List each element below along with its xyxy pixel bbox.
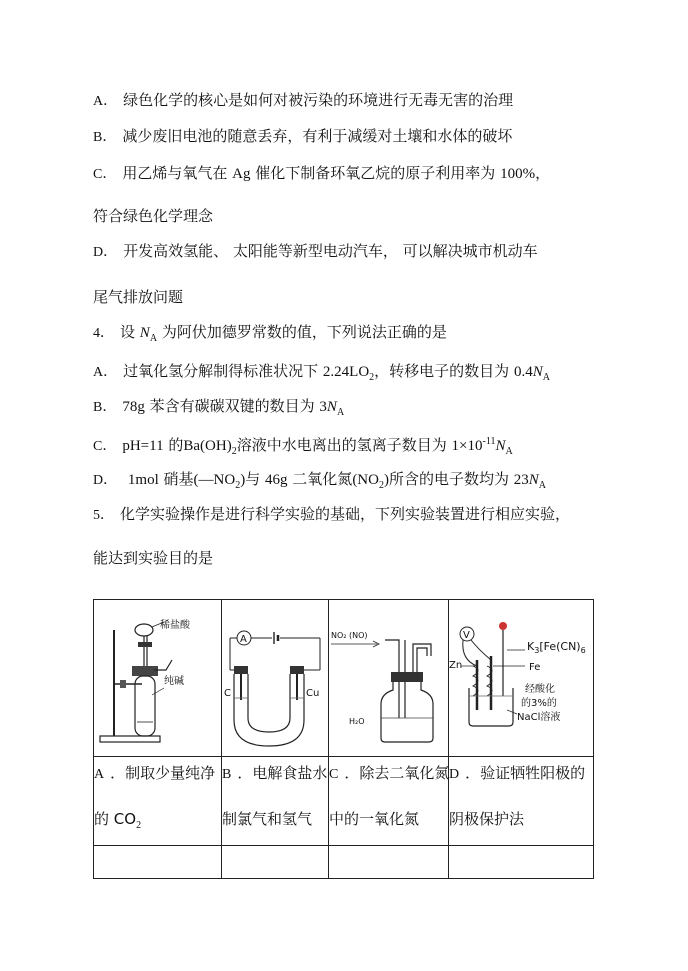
na-sub: A	[542, 372, 550, 383]
label-solution-3: NaCl溶液	[517, 712, 561, 723]
figure-c	[329, 600, 449, 757]
paren: )	[383, 472, 389, 488]
na-symbol: N	[495, 438, 506, 454]
option-letter: C	[329, 767, 339, 782]
q3-option-c-cont: 符合绿色化学理念	[93, 207, 214, 225]
caption-line1: 电解食盐水	[252, 764, 328, 782]
label-ferricyanide: $K_3[Fe(CN)_6$	[527, 640, 586, 655]
caption-line2: 制氯气和氢气	[222, 810, 313, 828]
option-letter: B．	[93, 400, 117, 415]
label-solution-2: 的3%的	[521, 698, 557, 709]
option-letter: A	[94, 767, 105, 782]
label-zn: Zn	[449, 660, 463, 671]
comma: ，	[535, 164, 551, 182]
paren: )	[240, 472, 246, 488]
volume-value: 2.24LO	[322, 364, 370, 380]
stem-post: 为阿伏加德罗常数的值，下列说法正确的是	[161, 323, 447, 341]
label-voltmeter: V	[463, 630, 470, 641]
label-soda: 纯碱	[164, 676, 184, 687]
q5-stem	[93, 504, 570, 526]
particle: 的	[168, 436, 184, 454]
subscript: 2	[136, 820, 142, 831]
option-text: 硝基	[163, 470, 194, 488]
na-sub: A	[336, 407, 345, 418]
figure-d	[449, 600, 594, 757]
na-sub: A	[505, 446, 513, 457]
q3-option-d-cont: 尾气排放问题	[93, 288, 184, 306]
option-text: 减少废旧电池的随意丢弃，有利于减缓对土壤和水体的破坏	[122, 127, 513, 145]
mol-value: 1mol	[127, 472, 159, 488]
question-number: 4．	[93, 326, 114, 341]
count-value: 1×10	[451, 438, 483, 454]
experiment-table	[93, 599, 594, 879]
empty-cell	[449, 846, 594, 879]
ph-value: pH=11	[122, 438, 164, 454]
na-sub: A	[149, 333, 158, 344]
subscript: 2	[235, 480, 241, 491]
co2-apparatus-diagram	[94, 600, 222, 756]
no2-formula: (NO	[352, 472, 379, 488]
mass-value: 46g	[265, 472, 288, 488]
option-text: 与	[245, 470, 261, 488]
q4-stem	[93, 322, 447, 349]
sacrificial-anode-diagram	[449, 600, 594, 756]
q3-option-d	[93, 241, 538, 263]
empty-cell	[222, 846, 329, 879]
label-dilute-hcl: 稀盐酸	[160, 620, 190, 631]
na-symbol: N	[532, 364, 543, 380]
figure-b	[222, 600, 329, 757]
caption-a: A ．制取少量纯净 的 $CO_2$	[94, 757, 222, 846]
subscript: 2	[378, 480, 384, 491]
empty-row	[94, 846, 594, 879]
caption-line1: 除去二氧化氮	[359, 764, 450, 782]
label-cu-electrode: Cu	[306, 688, 320, 699]
option-text: 苯含有碳碳双键的数目为	[149, 397, 315, 415]
option-text-mid: 催化下制备环氧乙烷的原子利用率为	[255, 164, 496, 182]
label-c-electrode: C	[224, 688, 231, 699]
option-letter: B	[222, 767, 232, 782]
na-symbol: N	[139, 325, 150, 341]
caption-c: C ．除去二氧化氮 中的一氧化氮	[329, 757, 449, 846]
figure-a	[94, 600, 222, 757]
label-ammeter: A	[240, 634, 247, 645]
empty-cell	[94, 846, 222, 879]
option-letter: B．	[93, 130, 117, 145]
mass-value: 78g	[122, 399, 145, 415]
option-letter: D	[449, 767, 460, 782]
option-text: 开发高效氢能、 太阳能等新型电动汽车， 可以解决城市机动车	[123, 242, 538, 260]
option-text: 过氧化氢分解制得标准状况下	[123, 362, 319, 380]
percent-value: 100%	[500, 166, 536, 182]
q3-option-a	[93, 90, 513, 112]
electrolysis-diagram	[222, 600, 329, 756]
option-text: 溶液中水电离出的氢离子数目为	[236, 436, 447, 454]
gas-wash-bottle-diagram	[329, 600, 449, 756]
option-text: 绿色化学的核心是如何对被污染的环境进行无毒无害的治理	[123, 91, 514, 109]
subscript: 2	[231, 446, 237, 457]
option-letter: C．	[93, 167, 117, 182]
option-text-mid: ，转移电子的数目为	[374, 362, 510, 380]
caption-d: D ．验证牺牲阳极的 阴极保护法	[449, 757, 594, 846]
caption-line2: 的 CO	[94, 810, 137, 828]
caption-b: B ．电解食盐水 制氯气和氢气	[222, 757, 329, 846]
count-value: 0.4	[513, 364, 533, 380]
option-text: 所含的电子数均为	[388, 470, 509, 488]
label-fe: Fe	[529, 662, 541, 673]
q4-option-a	[93, 361, 550, 388]
catalyst-ag: Ag	[232, 166, 251, 182]
question-number: 5．	[93, 508, 114, 523]
caption-row	[94, 757, 594, 846]
stem-pre: 设	[120, 323, 136, 341]
caption-line1: 验证牺牲阳极的	[480, 764, 586, 782]
empty-cell	[329, 846, 449, 879]
option-letter: A．	[93, 365, 118, 380]
option-letter: A．	[93, 94, 118, 109]
caption-line2: 阴极保护法	[449, 810, 525, 828]
option-letter: C．	[93, 439, 117, 454]
label-solution-1: 经酸化	[525, 684, 555, 695]
option-letter: D．	[93, 245, 118, 260]
q3-option-b	[93, 126, 512, 148]
option-text: 用乙烯与氧气在	[122, 164, 228, 182]
nitro-group: (—NO	[193, 472, 236, 488]
q4-option-d	[93, 469, 546, 496]
figure-row	[94, 600, 594, 757]
option-letter: D．	[93, 473, 118, 488]
label-water: H₂O	[349, 717, 365, 726]
stem-text: 化学实验操作是进行科学实验的基础，下列实验装置进行相应实验，	[120, 505, 571, 523]
q4-option-c	[93, 432, 513, 462]
na-symbol: N	[528, 472, 539, 488]
count-value: 23	[513, 472, 529, 488]
subscript: 2	[369, 372, 375, 383]
na-sub: A	[538, 480, 547, 491]
exponent: -11	[482, 436, 496, 447]
caption-line1: 制取少量纯净	[125, 764, 216, 782]
caption-line2: 中的一氧化氮	[329, 810, 420, 828]
base-formula: Ba(OH)	[183, 438, 232, 454]
q3-option-c	[93, 163, 550, 185]
label-gas-in: NO₂ (NO)	[331, 631, 368, 640]
count-value: 3	[319, 399, 327, 415]
q4-option-b	[93, 396, 344, 423]
q5-stem-cont: 能达到实验目的是	[93, 549, 214, 567]
na-symbol: N	[326, 399, 337, 415]
option-text: 二氧化氮	[292, 470, 353, 488]
